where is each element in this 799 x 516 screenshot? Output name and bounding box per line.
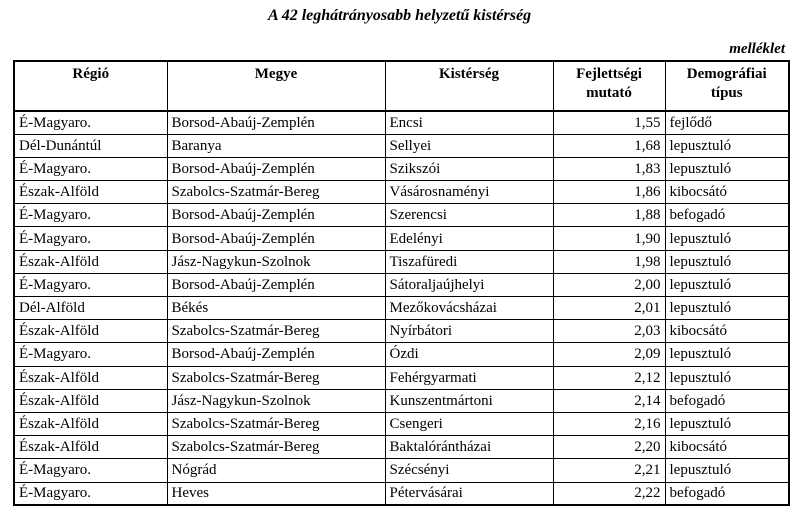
cell-county: Nógrád [167, 459, 385, 482]
table-row [14, 157, 789, 180]
table-row [14, 273, 789, 296]
cell-county: Jász-Nagykun-Szolnok [167, 389, 385, 412]
cell-subregion: Fehérgyarmati [385, 366, 553, 389]
cell-demographic-type: lepusztuló [665, 134, 789, 157]
cell-index: 2,14 [553, 389, 665, 412]
cell-subregion: Szécsényi [385, 459, 553, 482]
cell-index: 2,01 [553, 297, 665, 320]
cell-subregion: Ózdi [385, 343, 553, 366]
cell-index: 2,12 [553, 366, 665, 389]
cell-demographic-type: lepusztuló [665, 297, 789, 320]
table-row [14, 320, 789, 343]
table-row [14, 389, 789, 412]
header-region: Régió [14, 61, 167, 111]
cell-region: Észak-Alföld [14, 436, 167, 459]
header-county: Megye [167, 61, 385, 111]
cell-demographic-type: lepusztuló [665, 250, 789, 273]
header-demographic-type [665, 61, 789, 111]
cell-county: Borsod-Abaúj-Zemplén [167, 273, 385, 296]
cell-region: É-Magyaro. [14, 227, 167, 250]
cell-region: Dél-Alföld [14, 297, 167, 320]
cell-county: Szabolcs-Szatmár-Bereg [167, 436, 385, 459]
header-index-line2: mutató [586, 85, 632, 101]
cell-region: É-Magyaro. [14, 273, 167, 296]
cell-index: 1,86 [553, 181, 665, 204]
table-row [14, 227, 789, 250]
cell-county: Borsod-Abaúj-Zemplén [167, 157, 385, 180]
cell-region: É-Magyaro. [14, 111, 167, 134]
cell-region: É-Magyaro. [14, 157, 167, 180]
cell-demographic-type: lepusztuló [665, 273, 789, 296]
cell-index: 2,20 [553, 436, 665, 459]
cell-county: Békés [167, 297, 385, 320]
cell-county: Borsod-Abaúj-Zemplén [167, 111, 385, 134]
cell-region: É-Magyaro. [14, 204, 167, 227]
cell-subregion: Sátoraljaújhelyi [385, 273, 553, 296]
table-row [14, 459, 789, 482]
cell-subregion: Vásárosnaményi [385, 181, 553, 204]
table-body [14, 111, 789, 505]
cell-index: 1,83 [553, 157, 665, 180]
cell-demographic-type: lepusztuló [665, 343, 789, 366]
cell-demographic-type: lepusztuló [665, 412, 789, 435]
cell-subregion: Edelényi [385, 227, 553, 250]
cell-region: É-Magyaro. [14, 482, 167, 505]
cell-county: Borsod-Abaúj-Zemplén [167, 204, 385, 227]
cell-county: Borsod-Abaúj-Zemplén [167, 227, 385, 250]
cell-index: 2,03 [553, 320, 665, 343]
cell-subregion: Tiszafüredi [385, 250, 553, 273]
cell-subregion: Csengeri [385, 412, 553, 435]
cell-subregion: Szikszói [385, 157, 553, 180]
table-row [14, 134, 789, 157]
cell-subregion: Encsi [385, 111, 553, 134]
cell-subregion: Szerencsi [385, 204, 553, 227]
cell-region: Észak-Alföld [14, 250, 167, 273]
cell-county: Szabolcs-Szatmár-Bereg [167, 181, 385, 204]
header-demo-line1: Demográfiai [686, 66, 767, 82]
cell-index: 1,90 [553, 227, 665, 250]
cell-demographic-type: lepusztuló [665, 366, 789, 389]
header-index-line1: Fejlettségi [576, 66, 642, 82]
annex-label: melléklet [729, 41, 785, 57]
cell-demographic-type: kibocsátó [665, 181, 789, 204]
cell-region: É-Magyaro. [14, 343, 167, 366]
cell-index: 2,09 [553, 343, 665, 366]
cell-demographic-type: lepusztuló [665, 459, 789, 482]
cell-demographic-type: befogadó [665, 204, 789, 227]
cell-index: 1,55 [553, 111, 665, 134]
cell-index: 1,68 [553, 134, 665, 157]
cell-demographic-type: befogadó [665, 482, 789, 505]
table-row [14, 366, 789, 389]
cell-region: Észak-Alföld [14, 181, 167, 204]
cell-index: 2,21 [553, 459, 665, 482]
cell-index: 1,98 [553, 250, 665, 273]
table-row [14, 181, 789, 204]
subregion-table [13, 60, 790, 506]
table-row [14, 343, 789, 366]
header-demo-line2: típus [710, 85, 743, 101]
cell-county: Szabolcs-Szatmár-Bereg [167, 412, 385, 435]
cell-county: Borsod-Abaúj-Zemplén [167, 343, 385, 366]
cell-index: 2,16 [553, 412, 665, 435]
cell-county: Heves [167, 482, 385, 505]
cell-demographic-type: lepusztuló [665, 227, 789, 250]
cell-region: Dél-Dunántúl [14, 134, 167, 157]
cell-county: Baranya [167, 134, 385, 157]
cell-demographic-type: befogadó [665, 389, 789, 412]
cell-demographic-type: lepusztuló [665, 157, 789, 180]
cell-subregion: Pétervásárai [385, 482, 553, 505]
table-row [14, 204, 789, 227]
table-row [14, 111, 789, 134]
cell-subregion: Sellyei [385, 134, 553, 157]
cell-index: 2,00 [553, 273, 665, 296]
table-row [14, 297, 789, 320]
header-index [553, 61, 665, 111]
cell-demographic-type: fejlődő [665, 111, 789, 134]
cell-index: 2,22 [553, 482, 665, 505]
cell-subregion: Kunszentmártoni [385, 389, 553, 412]
cell-subregion: Baktalórántházai [385, 436, 553, 459]
table-row [14, 250, 789, 273]
cell-index: 1,88 [553, 204, 665, 227]
table-row [14, 412, 789, 435]
table-row [14, 482, 789, 505]
cell-demographic-type: kibocsátó [665, 436, 789, 459]
cell-region: Észak-Alföld [14, 389, 167, 412]
cell-county: Szabolcs-Szatmár-Bereg [167, 320, 385, 343]
header-subregion: Kistérség [385, 61, 553, 111]
cell-county: Szabolcs-Szatmár-Bereg [167, 366, 385, 389]
cell-region: Észak-Alföld [14, 320, 167, 343]
cell-demographic-type: kibocsátó [665, 320, 789, 343]
document-title: A 42 leghátrányosabb helyzetű kistérség [267, 7, 532, 24]
table-header-row [14, 61, 789, 111]
table-row [14, 436, 789, 459]
cell-region: Észak-Alföld [14, 412, 167, 435]
cell-region: Észak-Alföld [14, 366, 167, 389]
cell-subregion: Mezőkovácsházai [385, 297, 553, 320]
cell-region: É-Magyaro. [14, 459, 167, 482]
cell-county: Jász-Nagykun-Szolnok [167, 250, 385, 273]
cell-subregion: Nyírbátori [385, 320, 553, 343]
